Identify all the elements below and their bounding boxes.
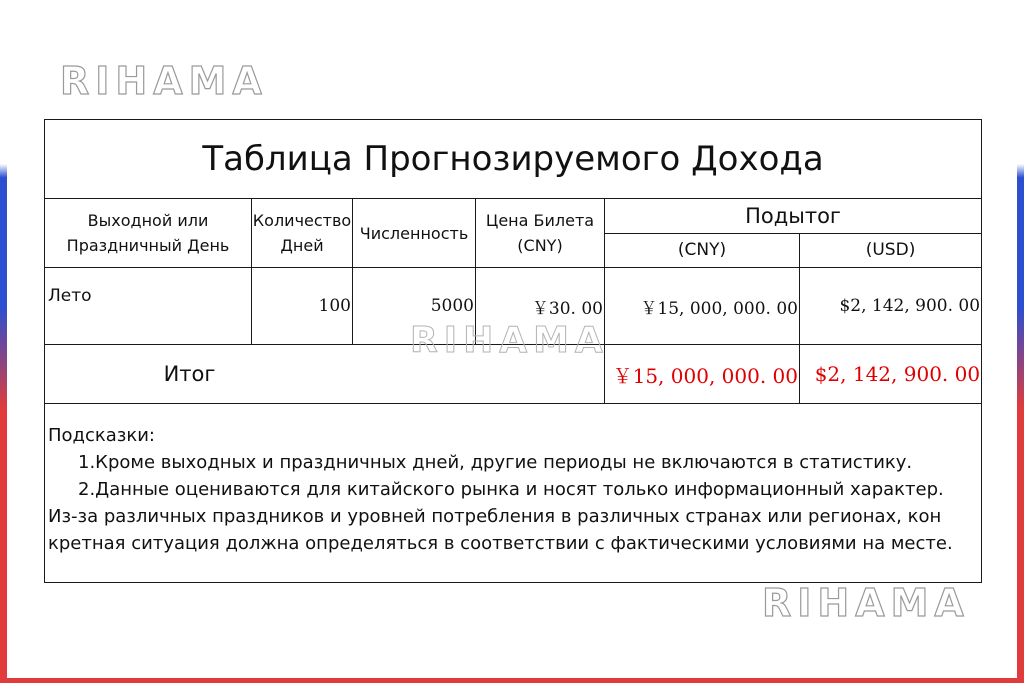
row-price: ￥30. 00 xyxy=(476,268,605,345)
right-edge-stripe xyxy=(1017,0,1024,683)
note-line: кретная ситуация должна определяться в соответствии с фактическими условиями на месте. xyxy=(48,533,953,554)
row-subtotal-cny: ￥15, 000, 000. 00 xyxy=(605,268,800,345)
total-label: Итог xyxy=(45,345,605,404)
watermark-top-left: RIHAMA xyxy=(60,59,268,103)
header-day-type xyxy=(45,199,252,268)
header-subtotal: Подытог xyxy=(605,199,982,234)
left-edge-stripe xyxy=(0,0,7,683)
header-ticket-price-line2: (CNY) xyxy=(517,236,563,255)
header-ticket-price-line1: Цена Билета xyxy=(485,211,595,230)
row-days: 100 xyxy=(252,268,353,345)
header-subtotal-usd: (USD) xyxy=(800,234,982,268)
header-days-count xyxy=(252,199,353,268)
header-days-count-line2: Дней xyxy=(280,236,324,255)
note-line: Из-за различных праздников и уровней потребления в различных странах или регионах, кон xyxy=(48,506,942,527)
row-subtotal-usd: $2, 142, 900. 00 xyxy=(800,268,982,345)
header-population: Численность xyxy=(353,199,476,268)
total-cny: ￥15, 000, 000. 00 xyxy=(605,345,800,404)
row-population: 5000 xyxy=(353,268,476,345)
header-ticket-price xyxy=(476,199,605,268)
total-usd: $2, 142, 900. 00 xyxy=(800,345,982,404)
row-name: Лето xyxy=(45,268,252,345)
notes-heading: Подсказки: xyxy=(48,425,155,446)
header-days-count-line1: Количество xyxy=(252,211,352,230)
watermark-center: RIHAMA xyxy=(410,320,609,361)
watermark-bottom-right: RIHAMA xyxy=(762,581,970,625)
notes-block xyxy=(45,404,982,583)
header-subtotal-cny: (CNY) xyxy=(605,234,800,268)
note-line: 1.Кроме выходных и праздничных дней, другие периоды не включаются в статистику. xyxy=(78,452,913,473)
header-day-type-line2: Праздничный День xyxy=(66,236,230,255)
note-line: 2.Данные оцениваются для китайского рынка и носят только информационный характер. xyxy=(78,479,944,500)
table-title: Таблица Прогнозируемого Дохода xyxy=(45,120,982,199)
bottom-edge-stripe xyxy=(0,678,1024,683)
header-day-type-line1: Выходной или xyxy=(87,211,209,230)
